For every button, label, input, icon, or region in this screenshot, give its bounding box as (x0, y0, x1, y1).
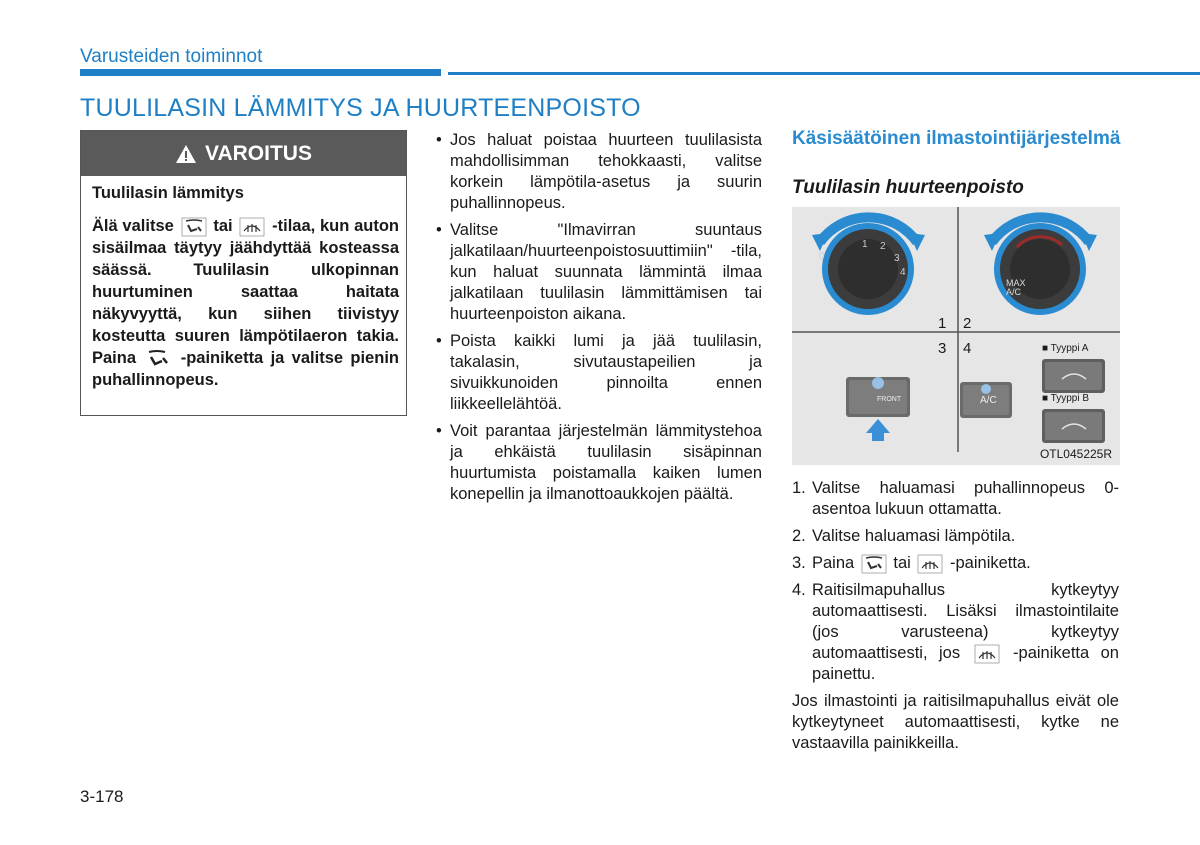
bullet-item: • Jos haluat poistaa huurteen tuulilasista mahdollisimman tehokkaasti, valitse korkein lämpötila-asetus ja suurin puhallinnopeus. (436, 130, 762, 214)
fig-label-3: 3 (938, 340, 947, 357)
front-defrost-icon (239, 217, 265, 237)
figure-code: OTL045225R (1039, 447, 1112, 461)
climate-figure (792, 207, 1120, 465)
fig-label-1: 1 (938, 315, 947, 332)
steps-list (792, 478, 1119, 754)
warning-text: Älä valitse tai -tilaa, kun auton sisäilmaa täytyy jäähdyttää kosteassa säässä. Tuulilasin ulkopinnan huurtuminen saattaa haitata näkyvyyttä, kun siihen tiivistyy kosteutta suuren lämpötilaeron takia. Paina -painiketta ja valitse pienin puhallinnopeus. (92, 217, 399, 389)
fig-label-4: 4 (963, 340, 972, 357)
ac-button-label: A/C (980, 395, 997, 406)
warning-box (80, 130, 407, 416)
step-item: 2. Valitse haluamasi lämpötila. (792, 527, 1016, 545)
defrost-floor-icon-3 (861, 554, 887, 574)
defrost-floor-icon-2 (145, 349, 171, 369)
front-button-label: FRONT (877, 396, 902, 403)
final-paragraph: Jos ilmastointi ja raitisilmapuhallus eivät ole kytkeytyneet automaattisesti, kytke ne vastaavilla painikkeilla. (792, 692, 1119, 752)
type-b-label: ■ Tyyppi B (1042, 393, 1089, 404)
front-defrost-icon-3 (974, 644, 1000, 664)
bullet-item: • Voit parantaa järjestelmän lämmitystehoa ja ehkäistä tuulilasin sisäpinnan huurtumista poistamalla kaiken lumen konepellin ja ilmanottoaukkojen päältä. (436, 421, 762, 505)
warning-triangle-icon (175, 144, 197, 164)
knob-tick-3: 3 (894, 253, 900, 264)
header-bar-left (80, 69, 441, 76)
climate-panel-illustration (792, 207, 1120, 465)
right-heading: Käsisäätöinen ilmastointijärjestelmä (792, 128, 1121, 149)
step-item: 1. Valitse haluamasi puhallinnopeus 0-asentoa lukuun ottamatta. (792, 479, 1119, 518)
knob-ac-label: MAX A/C (1006, 278, 1026, 297)
bullet-item: • Poista kaikki lumi ja jää tuulilasin, takalasin, sivutaustapeilien ja sivuikkunoiden pinnoilta ennen liikkeellelähtöä. (436, 331, 762, 415)
fig-label-2: 2 (963, 315, 972, 332)
header-bar-right (448, 72, 1200, 75)
step-item: 3. Paina tai -painiketta. (792, 554, 1031, 572)
step-item: 4. Raitisilmapuhallus kytkeytyy automaattisesti. Lisäksi ilmastointilaite (jos varusteena) kytkeytyy automaattisesti, jos -painiketta on painettu. (792, 581, 1119, 683)
page-number: 3-178 (80, 787, 124, 806)
knob-tick-4: 4 (900, 267, 906, 278)
knob-tick-2: 2 (880, 241, 886, 252)
type-a-label: ■ Tyyppi A (1042, 343, 1089, 354)
bullet-list (436, 130, 762, 511)
header-section-title: Varusteiden toiminnot (80, 46, 263, 67)
knob-tick-1: 1 (862, 239, 868, 250)
warning-header (81, 131, 406, 176)
warning-subtitle: Tuulilasin lämmitys (92, 184, 244, 202)
front-defrost-icon-2 (917, 554, 943, 574)
bullet-item: • Valitse "Ilmavirran suuntaus jalkatilaan/huurteenpoistosuuttimiin" -tila, kun haluat suunnata lämmintä ilmaa jalkatilaan tuulilasin lämmittämisen tai huurteenpoiston aikana. (436, 220, 762, 325)
right-subheading: Tuulilasin huurteenpoisto (792, 177, 1024, 198)
knob-tick-0: 0 (819, 251, 825, 262)
warning-heading: VAROITUS (205, 141, 312, 165)
defrost-floor-icon (181, 217, 207, 237)
page-title: TUULILASIN LÄMMITYS JA HUURTEENPOISTO (80, 94, 641, 122)
